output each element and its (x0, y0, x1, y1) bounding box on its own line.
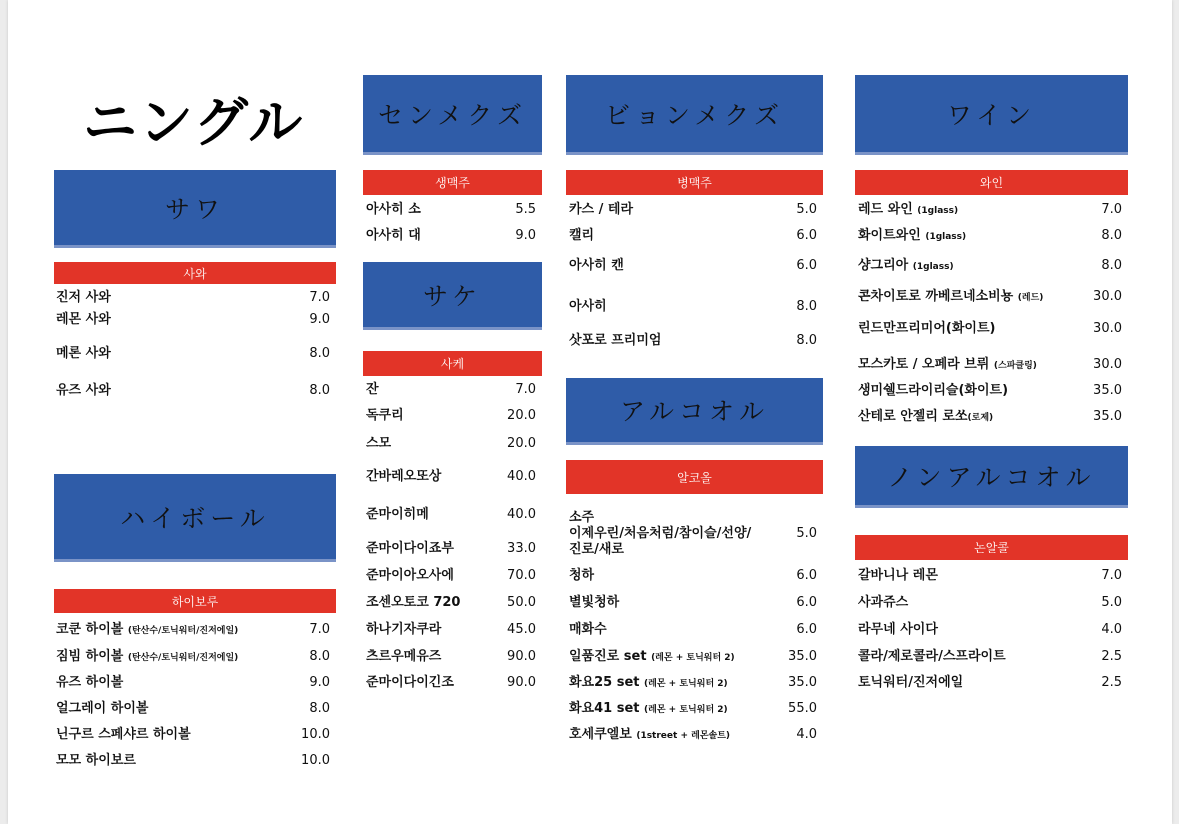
alcohol-header: アルコオル (566, 378, 823, 445)
menu-item (569, 510, 817, 558)
menu-item (569, 333, 817, 349)
item-price: 55.0 (788, 701, 817, 716)
sake-subheader: 사케 (363, 351, 542, 376)
item-name: 삿포로 프리미엄 (569, 333, 662, 348)
menu-item (858, 258, 1122, 275)
item-note: (1street + 레몬솔트) (636, 731, 731, 741)
item-price: 8.0 (796, 299, 817, 314)
menu-item (56, 675, 330, 691)
menu-item (569, 595, 817, 611)
item-price: 7.0 (309, 622, 330, 637)
item-name: 츠르우메유즈 (366, 649, 442, 664)
item-name: 화요41 set (레몬 + 토닉워터 2) (569, 701, 728, 716)
item-price: 5.0 (796, 202, 817, 217)
item-name: 별빛청하 (569, 595, 620, 610)
menu-item (858, 202, 1122, 219)
item-price: 4.0 (1101, 622, 1122, 637)
menu-item (56, 701, 330, 717)
item-price: 35.0 (788, 675, 817, 690)
item-price: 8.0 (309, 649, 330, 664)
item-name: 유즈 하이볼 (56, 675, 124, 690)
item-name: 짐빔 하이볼 (탄산수/토닉워터/진저에일) (56, 649, 239, 664)
menu-item (858, 289, 1122, 306)
menu-item (56, 753, 330, 769)
item-note: (로제) (967, 413, 994, 423)
item-name: 호세쿠엘보 (1street + 레몬솔트) (569, 727, 731, 742)
menu-item (569, 258, 817, 274)
item-name: 토닉워터/진저에일 (858, 675, 964, 690)
item-note: (탄산수/토닉워터/진저에일) (127, 626, 239, 636)
menu-item (569, 675, 817, 692)
menu-item (858, 649, 1122, 665)
item-price: 6.0 (796, 258, 817, 273)
item-price: 30.0 (1093, 357, 1122, 372)
menu-item (569, 568, 817, 584)
item-note: (1glass) (925, 232, 967, 242)
item-price: 20.0 (507, 408, 536, 423)
item-note: (레드) (1017, 293, 1044, 303)
highball-subheader: 하이보루 (54, 589, 336, 613)
item-price: 7.0 (1101, 568, 1122, 583)
menu-item (56, 727, 330, 743)
item-name: 준마이다이긴조 (366, 675, 454, 690)
item-name: 준마이아오사에 (366, 568, 454, 583)
menu-item (569, 701, 817, 718)
item-price: 4.0 (796, 727, 817, 742)
item-price: 35.0 (1093, 383, 1122, 398)
item-note: (스파클링) (993, 361, 1037, 371)
item-name: 산테로 안젤리 로쏘(로제) (858, 409, 994, 424)
menu-item (858, 675, 1122, 691)
item-name: 독쿠리 (366, 408, 404, 423)
wine-header: ワイン (855, 75, 1128, 155)
menu-item (366, 622, 536, 638)
menu-item (366, 541, 536, 557)
menu-item (569, 228, 817, 244)
bottle-beer-header: ビョンメクズ (566, 75, 823, 155)
item-name: 조센오토코 720 (366, 595, 461, 610)
item-name: 얼그레이 하이볼 (56, 701, 149, 716)
nonalcohol-subheader: 논알콜 (855, 535, 1128, 560)
item-name: 캘리 (569, 228, 595, 243)
item-name: 레드 와인 (1glass) (858, 202, 959, 217)
item-note: (레몬 + 토닉워터 2) (644, 705, 728, 715)
menu-item (858, 321, 1122, 337)
item-name: 카스 / 테라 (569, 202, 634, 217)
logo: ニングル (83, 91, 305, 154)
menu-item (858, 228, 1122, 245)
item-price: 2.5 (1101, 649, 1122, 664)
menu-item (858, 568, 1122, 584)
item-name: 콜라/제로콜라/스프라이트 (858, 649, 1006, 664)
item-price: 90.0 (507, 675, 536, 690)
draft-beer-header: センメクズ (363, 75, 542, 155)
item-price: 2.5 (1101, 675, 1122, 690)
menu-item (366, 228, 536, 244)
item-name: 샹그리아 (1glass) (858, 258, 954, 273)
menu-item (366, 202, 536, 218)
item-name: 일품진로 set (레몬 + 토닉워터 2) (569, 649, 735, 664)
menu-item (56, 312, 330, 328)
item-name: 유즈 사와 (56, 383, 111, 398)
item-price: 7.0 (309, 290, 330, 305)
menu-item (569, 649, 817, 666)
item-price: 5.0 (1101, 595, 1122, 610)
item-name: 준마이다이죠부 (366, 541, 454, 556)
item-name: 아사히 소 (366, 202, 421, 217)
item-price: 7.0 (515, 382, 536, 397)
item-price: 10.0 (301, 753, 330, 768)
item-note: (레몬 + 토닉워터 2) (651, 653, 735, 663)
sake-header: サケ (363, 262, 542, 330)
menu-item (366, 649, 536, 665)
item-price: 6.0 (796, 568, 817, 583)
menu-item (56, 383, 330, 399)
menu-item (56, 346, 330, 362)
menu-item (366, 436, 536, 452)
item-name: 레몬 사와 (56, 312, 111, 327)
item-note: (1glass) (912, 262, 954, 272)
item-price: 40.0 (507, 507, 536, 522)
menu-item (366, 408, 536, 424)
item-note: (탄산수/토닉워터/진저에일) (127, 653, 239, 663)
item-price: 5.5 (515, 202, 536, 217)
menu-item (366, 382, 536, 398)
item-name: 메론 사와 (56, 346, 111, 361)
item-name: 라무네 사이다 (858, 622, 938, 637)
item-price: 8.0 (309, 701, 330, 716)
item-name: 준마이히메 (366, 507, 429, 522)
draft-beer-subheader: 생맥주 (363, 170, 542, 195)
menu-page (8, 0, 1172, 824)
wine-subheader: 와인 (855, 170, 1128, 195)
item-name: 아사히 캔 (569, 258, 624, 273)
menu-item (56, 290, 330, 306)
item-price: 8.0 (1101, 228, 1122, 243)
sawa-subheader: 사와 (54, 262, 336, 284)
item-name: 생미쉘드라이리슬(화이트) (858, 383, 1009, 398)
item-price: 8.0 (309, 346, 330, 361)
item-name: 아사히 대 (366, 228, 421, 243)
item-price: 35.0 (788, 649, 817, 664)
item-name: 코쿤 하이볼 (탄산수/토닉워터/진저에일) (56, 622, 239, 637)
item-note: (레몬 + 토닉워터 2) (644, 679, 728, 689)
item-name: 화이트와인 (1glass) (858, 228, 967, 243)
menu-item (366, 568, 536, 584)
item-price: 40.0 (507, 469, 536, 484)
item-name: 린드만프리미어(화이트) (858, 321, 996, 336)
item-price: 9.0 (309, 312, 330, 327)
item-price: 5.0 (796, 526, 817, 541)
item-name: 갈바니나 레몬 (858, 568, 938, 583)
item-name: 스모 (366, 436, 392, 451)
item-name: 콘차이토로 까베르네소비뇽 (레드) (858, 289, 1044, 304)
item-price: 35.0 (1093, 409, 1122, 424)
menu-item (569, 202, 817, 218)
item-name: 청하 (569, 568, 595, 583)
item-price: 10.0 (301, 727, 330, 742)
item-name: 잔 (366, 382, 379, 397)
sawa-header: サワ (54, 170, 336, 248)
menu-item (56, 649, 330, 666)
menu-item (858, 622, 1122, 638)
item-price: 20.0 (507, 436, 536, 451)
item-name: 닌구르 스페샤르 하이볼 (56, 727, 191, 742)
item-name: 모모 하이보르 (56, 753, 136, 768)
item-price: 70.0 (507, 568, 536, 583)
item-price: 9.0 (515, 228, 536, 243)
menu-item (569, 622, 817, 638)
item-name: 모스카토 / 오페라 브뤼 (스파클링) (858, 357, 1037, 372)
item-name: 간바레오또상 (366, 469, 442, 484)
item-price: 90.0 (507, 649, 536, 664)
menu-item (56, 622, 330, 639)
item-name: 사과쥬스 (858, 595, 909, 610)
alcohol-subheader: 알코올 (566, 460, 823, 494)
item-price: 7.0 (1101, 202, 1122, 217)
menu-item (569, 299, 817, 315)
item-name: 소주 이제우린/처음처럼/참이슬/선양/진로/새로 (569, 510, 752, 557)
item-name: 매화수 (569, 622, 607, 637)
item-price: 6.0 (796, 622, 817, 637)
item-price: 30.0 (1093, 289, 1122, 304)
menu-item (366, 595, 536, 611)
nonalcohol-header: ノンアルコオル (855, 446, 1128, 508)
menu-item (858, 383, 1122, 399)
item-price: 33.0 (507, 541, 536, 556)
item-name: 아사히 (569, 299, 607, 314)
item-price: 30.0 (1093, 321, 1122, 336)
item-price: 50.0 (507, 595, 536, 610)
item-price: 6.0 (796, 595, 817, 610)
highball-header: ハイボール (54, 474, 336, 562)
item-price: 8.0 (309, 383, 330, 398)
menu-item (858, 409, 1122, 426)
item-price: 8.0 (1101, 258, 1122, 273)
item-name: 화요25 set (레몬 + 토닉워터 2) (569, 675, 728, 690)
menu-item (366, 469, 536, 485)
item-note: (1glass) (917, 206, 959, 216)
item-price: 45.0 (507, 622, 536, 637)
bottle-beer-subheader: 병맥주 (566, 170, 823, 195)
item-price: 9.0 (309, 675, 330, 690)
menu-item (366, 675, 536, 691)
menu-item (858, 357, 1122, 374)
menu-item (366, 507, 536, 523)
item-name: 진저 사와 (56, 290, 111, 305)
menu-item (858, 595, 1122, 611)
item-price: 6.0 (796, 228, 817, 243)
item-name: 하나기자쿠라 (366, 622, 442, 637)
item-price: 8.0 (796, 333, 817, 348)
menu-item (569, 727, 817, 744)
